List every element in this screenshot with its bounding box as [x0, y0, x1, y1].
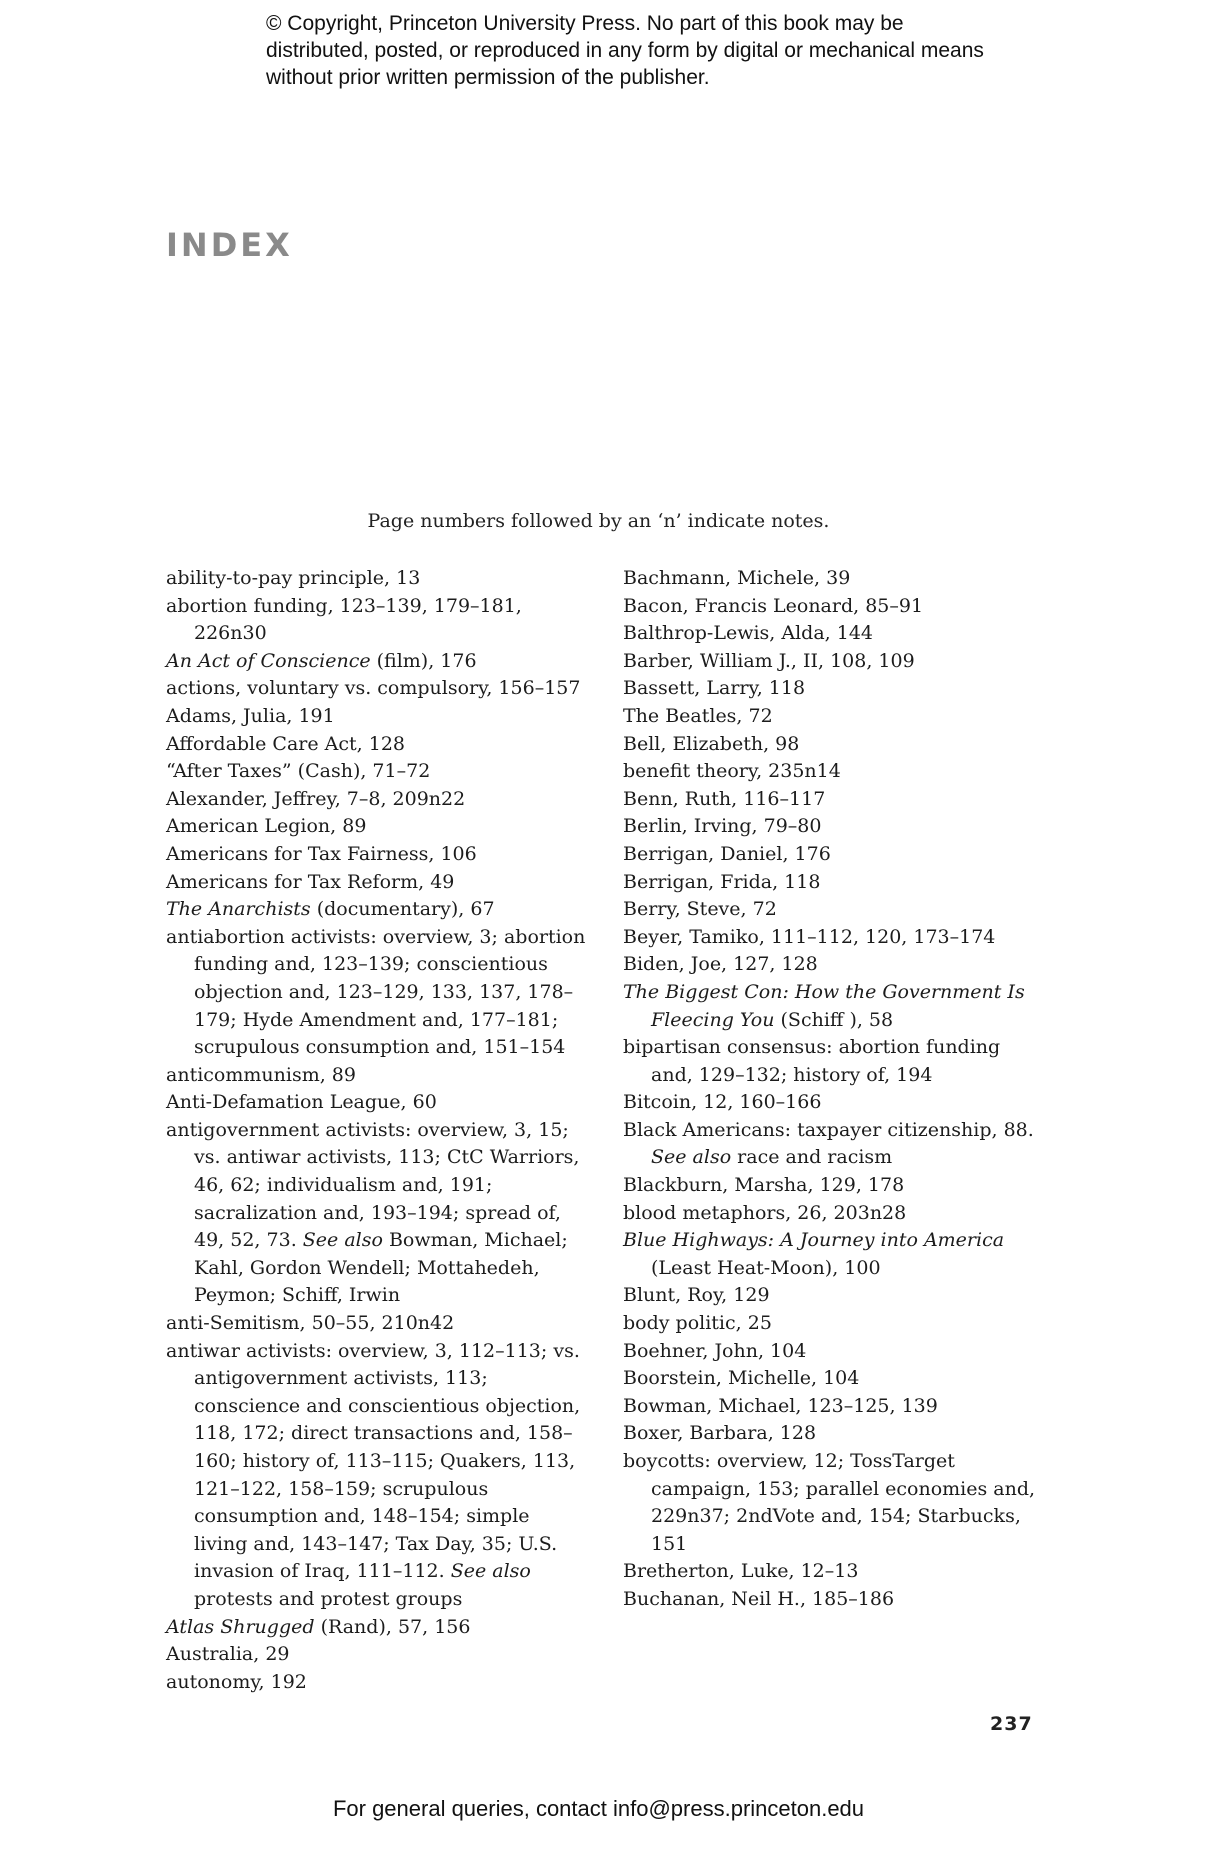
index-entry	[166, 1089, 586, 1117]
index-entry	[166, 1338, 586, 1614]
index-entry	[623, 1365, 1043, 1393]
index-entry	[623, 896, 1043, 924]
index-entry	[623, 620, 1043, 648]
index-entry-text: actions, voluntary vs. compulsory, 156–157	[166, 677, 581, 700]
index-entry	[166, 703, 586, 731]
index-entry-text: Anti-Defamation League, 60	[166, 1091, 437, 1114]
index-entry	[623, 1117, 1043, 1172]
index-entry-text: blood metaphors, 26, 203n28	[623, 1201, 907, 1224]
index-entry-text: anticommunism, 89	[166, 1063, 356, 1086]
index-entry	[166, 869, 586, 897]
index-entry-text: Berrigan, Daniel, 176	[623, 842, 831, 865]
index-entry-text: race and racism	[731, 1146, 893, 1169]
index-entry-text: ability-to-pay principle, 13	[166, 567, 421, 589]
index-entry	[623, 786, 1043, 814]
index-entry	[166, 648, 586, 676]
index-entry-text: Bassett, Larry, 118	[623, 677, 806, 700]
index-entry-text: protests and protest groups	[194, 1587, 463, 1610]
index-entry-text: Bowman, Michael; Kahl, Gordon Wendell; Mottahedeh, Peymon; Schiff, Irwin	[194, 1229, 568, 1307]
index-entry-text: The Beatles, 72	[623, 704, 773, 727]
index-entry	[623, 731, 1043, 759]
index-entry	[623, 675, 1043, 703]
index-entry-text: Beyer, Tamiko, 111–112, 120, 173–174	[623, 925, 996, 948]
index-entry	[623, 1200, 1043, 1228]
index-entry-text: antigovernment activists: overview, 3, 15; vs. antiwar activists, 113; CtC Warriors, 46, 62; individualism and, 191; sacralization and, 193–194; spread of, 49, 52, 73.	[166, 1118, 580, 1252]
index-entry	[623, 813, 1043, 841]
index-entry-text: (Schiff ), 58	[774, 1008, 894, 1031]
index-entry	[623, 648, 1043, 676]
index-entry	[166, 896, 586, 924]
index-entry	[166, 565, 586, 593]
index-entry	[166, 593, 586, 648]
index-entry-text: (documentary), 67	[310, 898, 495, 921]
index-entry	[623, 593, 1043, 621]
index-entry-text: Bell, Elizabeth, 98	[623, 732, 800, 755]
index-entry	[623, 1338, 1043, 1366]
page-number: 237	[990, 1713, 1033, 1735]
index-column-right	[623, 565, 1043, 1614]
index-entry-text: Berrigan, Frida, 118	[623, 870, 821, 893]
index-entry	[166, 786, 586, 814]
index-entry	[623, 1558, 1043, 1586]
index-entry-text: autonomy, 192	[166, 1670, 307, 1693]
index-entry	[166, 675, 586, 703]
index-entry	[623, 1282, 1043, 1310]
index-entry-text: boycotts: overview, 12; TossTarget campaign, 153; parallel economies and, 229n37; 2ndVote and, 154; Starbucks, 151	[623, 1450, 1036, 1555]
index-entry-text: Bretherton, Luke, 12–13	[623, 1560, 859, 1583]
index-entry-text: Benn, Ruth, 116–117	[623, 787, 826, 810]
index-entry	[623, 1034, 1043, 1089]
index-entry	[166, 1614, 586, 1642]
index-entry	[166, 1062, 586, 1090]
index-entry-text: Bowman, Michael, 123–125, 139	[623, 1394, 938, 1417]
index-entry-text: benefit theory, 235n14	[623, 760, 841, 783]
index-entry-text: Blackburn, Marsha, 129, 178	[623, 1174, 905, 1197]
index-entry-text: Americans for Tax Reform, 49	[166, 870, 455, 893]
index-entry	[623, 1089, 1043, 1117]
index-entry	[623, 758, 1043, 786]
index-entry	[166, 1641, 586, 1669]
index-entry	[623, 1393, 1043, 1421]
index-entry	[166, 1117, 586, 1310]
index-entry	[623, 979, 1043, 1034]
index-entry-text: (Least Heat-Moon), 100	[651, 1256, 881, 1279]
index-entry	[623, 924, 1043, 952]
index-entry-text: Bachmann, Michele, 39	[623, 567, 851, 589]
index-entry-text: American Legion, 89	[166, 815, 367, 838]
index-entry-text: “After Taxes” (Cash), 71–72	[166, 760, 431, 783]
index-entry-text: Alexander, Jeffrey, 7–8, 209n22	[166, 787, 466, 810]
index-column-left	[166, 565, 586, 1696]
index-entry-text: body politic, 25	[623, 1312, 772, 1335]
index-entry	[623, 1227, 1043, 1282]
index-entry	[623, 951, 1043, 979]
index-entry-text: Barber, William J., II, 108, 109	[623, 649, 915, 672]
index-entry	[166, 731, 586, 759]
index-entry-text: Bacon, Francis Leonard, 85–91	[623, 594, 924, 617]
index-entry-text: (Rand), 57, 156	[314, 1615, 471, 1638]
index-entry-text: Americans for Tax Fairness, 106	[166, 842, 477, 865]
index-entry-text: Boorstein, Michelle, 104	[623, 1367, 860, 1390]
index-entry-text: bipartisan consensus: abortion funding and, 129–132; history of, 194	[623, 1036, 1001, 1086]
index-entry-text: Adams, Julia, 191	[166, 704, 335, 727]
index-entry-italic: See also	[651, 1146, 732, 1169]
index-entry-text: Black Americans: taxpayer citizenship, 88.	[623, 1118, 1034, 1141]
index-entry	[623, 565, 1043, 593]
index-entry	[623, 1586, 1043, 1614]
index-entry	[166, 813, 586, 841]
index-entry-text: Affordable Care Act, 128	[166, 732, 405, 755]
index-entry-text: anti-Semitism, 50–55, 210n42	[166, 1312, 455, 1335]
index-entry-text: Biden, Joe, 127, 128	[623, 953, 818, 976]
index-entry-text: Bitcoin, 12, 160–166	[623, 1091, 822, 1114]
index-entry	[166, 841, 586, 869]
index-entry-text: Boehner, John, 104	[623, 1339, 807, 1362]
index-entry-text: abortion funding, 123–139, 179–181, 226n30	[166, 594, 522, 645]
index-entry	[623, 1172, 1043, 1200]
index-entry-text: antiabortion activists: overview, 3; abortion funding and, 123–139; conscientious objection and, 123–129, 133, 137, 178–179; Hyde Amendment and, 177–181; scrupulous consumption and, 151–154	[166, 925, 586, 1059]
index-entry	[623, 1310, 1043, 1338]
index-entry-italic: See also	[302, 1229, 383, 1252]
index-entry-text: antiwar activists: overview, 3, 112–113; vs. antigovernment activists, 113; conscience and conscientious objection, 118, 172; direct transactions and, 158–160; history of, 113–115; Quakers, 113, 121–122, 158–159; scrupulous consumption and, 148–154; simple living and, 143–147; Tax Day, 35; U.S. invasion of Iraq, 111–112.	[166, 1339, 581, 1583]
page-title: INDEX	[166, 226, 293, 264]
index-entry-text: Balthrop-Lewis, Alda, 144	[623, 622, 874, 645]
index-entry	[166, 758, 586, 786]
index-entry-italic: See also	[450, 1560, 531, 1583]
index-entry-text: Berlin, Irving, 79–80	[623, 815, 822, 838]
index-entry-italic: The Biggest Con: How the Government Is Fleecing You	[623, 980, 1025, 1031]
index-entry-text: Buchanan, Neil H., 185–186	[623, 1587, 895, 1610]
index-entry	[166, 1669, 586, 1697]
index-entry-text: Australia, 29	[166, 1643, 290, 1666]
index-entry-text: Boxer, Barbara, 128	[623, 1422, 817, 1445]
index-entry-text: Berry, Steve, 72	[623, 898, 777, 921]
index-entry-text: (film), 176	[370, 649, 477, 672]
index-entry	[623, 869, 1043, 897]
index-entry	[623, 703, 1043, 731]
index-entry-text: Blunt, Roy, 129	[623, 1284, 770, 1307]
index-entry	[166, 1310, 586, 1338]
index-entry	[623, 1448, 1043, 1558]
index-entry-italic: An Act of Conscience	[166, 649, 371, 672]
index-entry-italic: Atlas Shrugged	[166, 1615, 315, 1638]
index-entry	[623, 1420, 1043, 1448]
copyright-notice: © Copyright, Princeton University Press. No part of this book may be distributed, posted, or reproduced in any form by digital or mechanical means without prior written permission of the publisher.	[266, 12, 984, 89]
index-entry	[166, 924, 586, 1062]
index-note: Page numbers followed by an ‘n’ indicate notes.	[367, 510, 830, 532]
footer-contact: For general queries, contact info@press.princeton.edu	[332, 1796, 865, 1821]
index-entry-italic: Blue Highways: A Journey into America	[623, 1229, 1005, 1252]
index-entry-italic: The Anarchists	[166, 898, 311, 921]
index-entry	[623, 841, 1043, 869]
